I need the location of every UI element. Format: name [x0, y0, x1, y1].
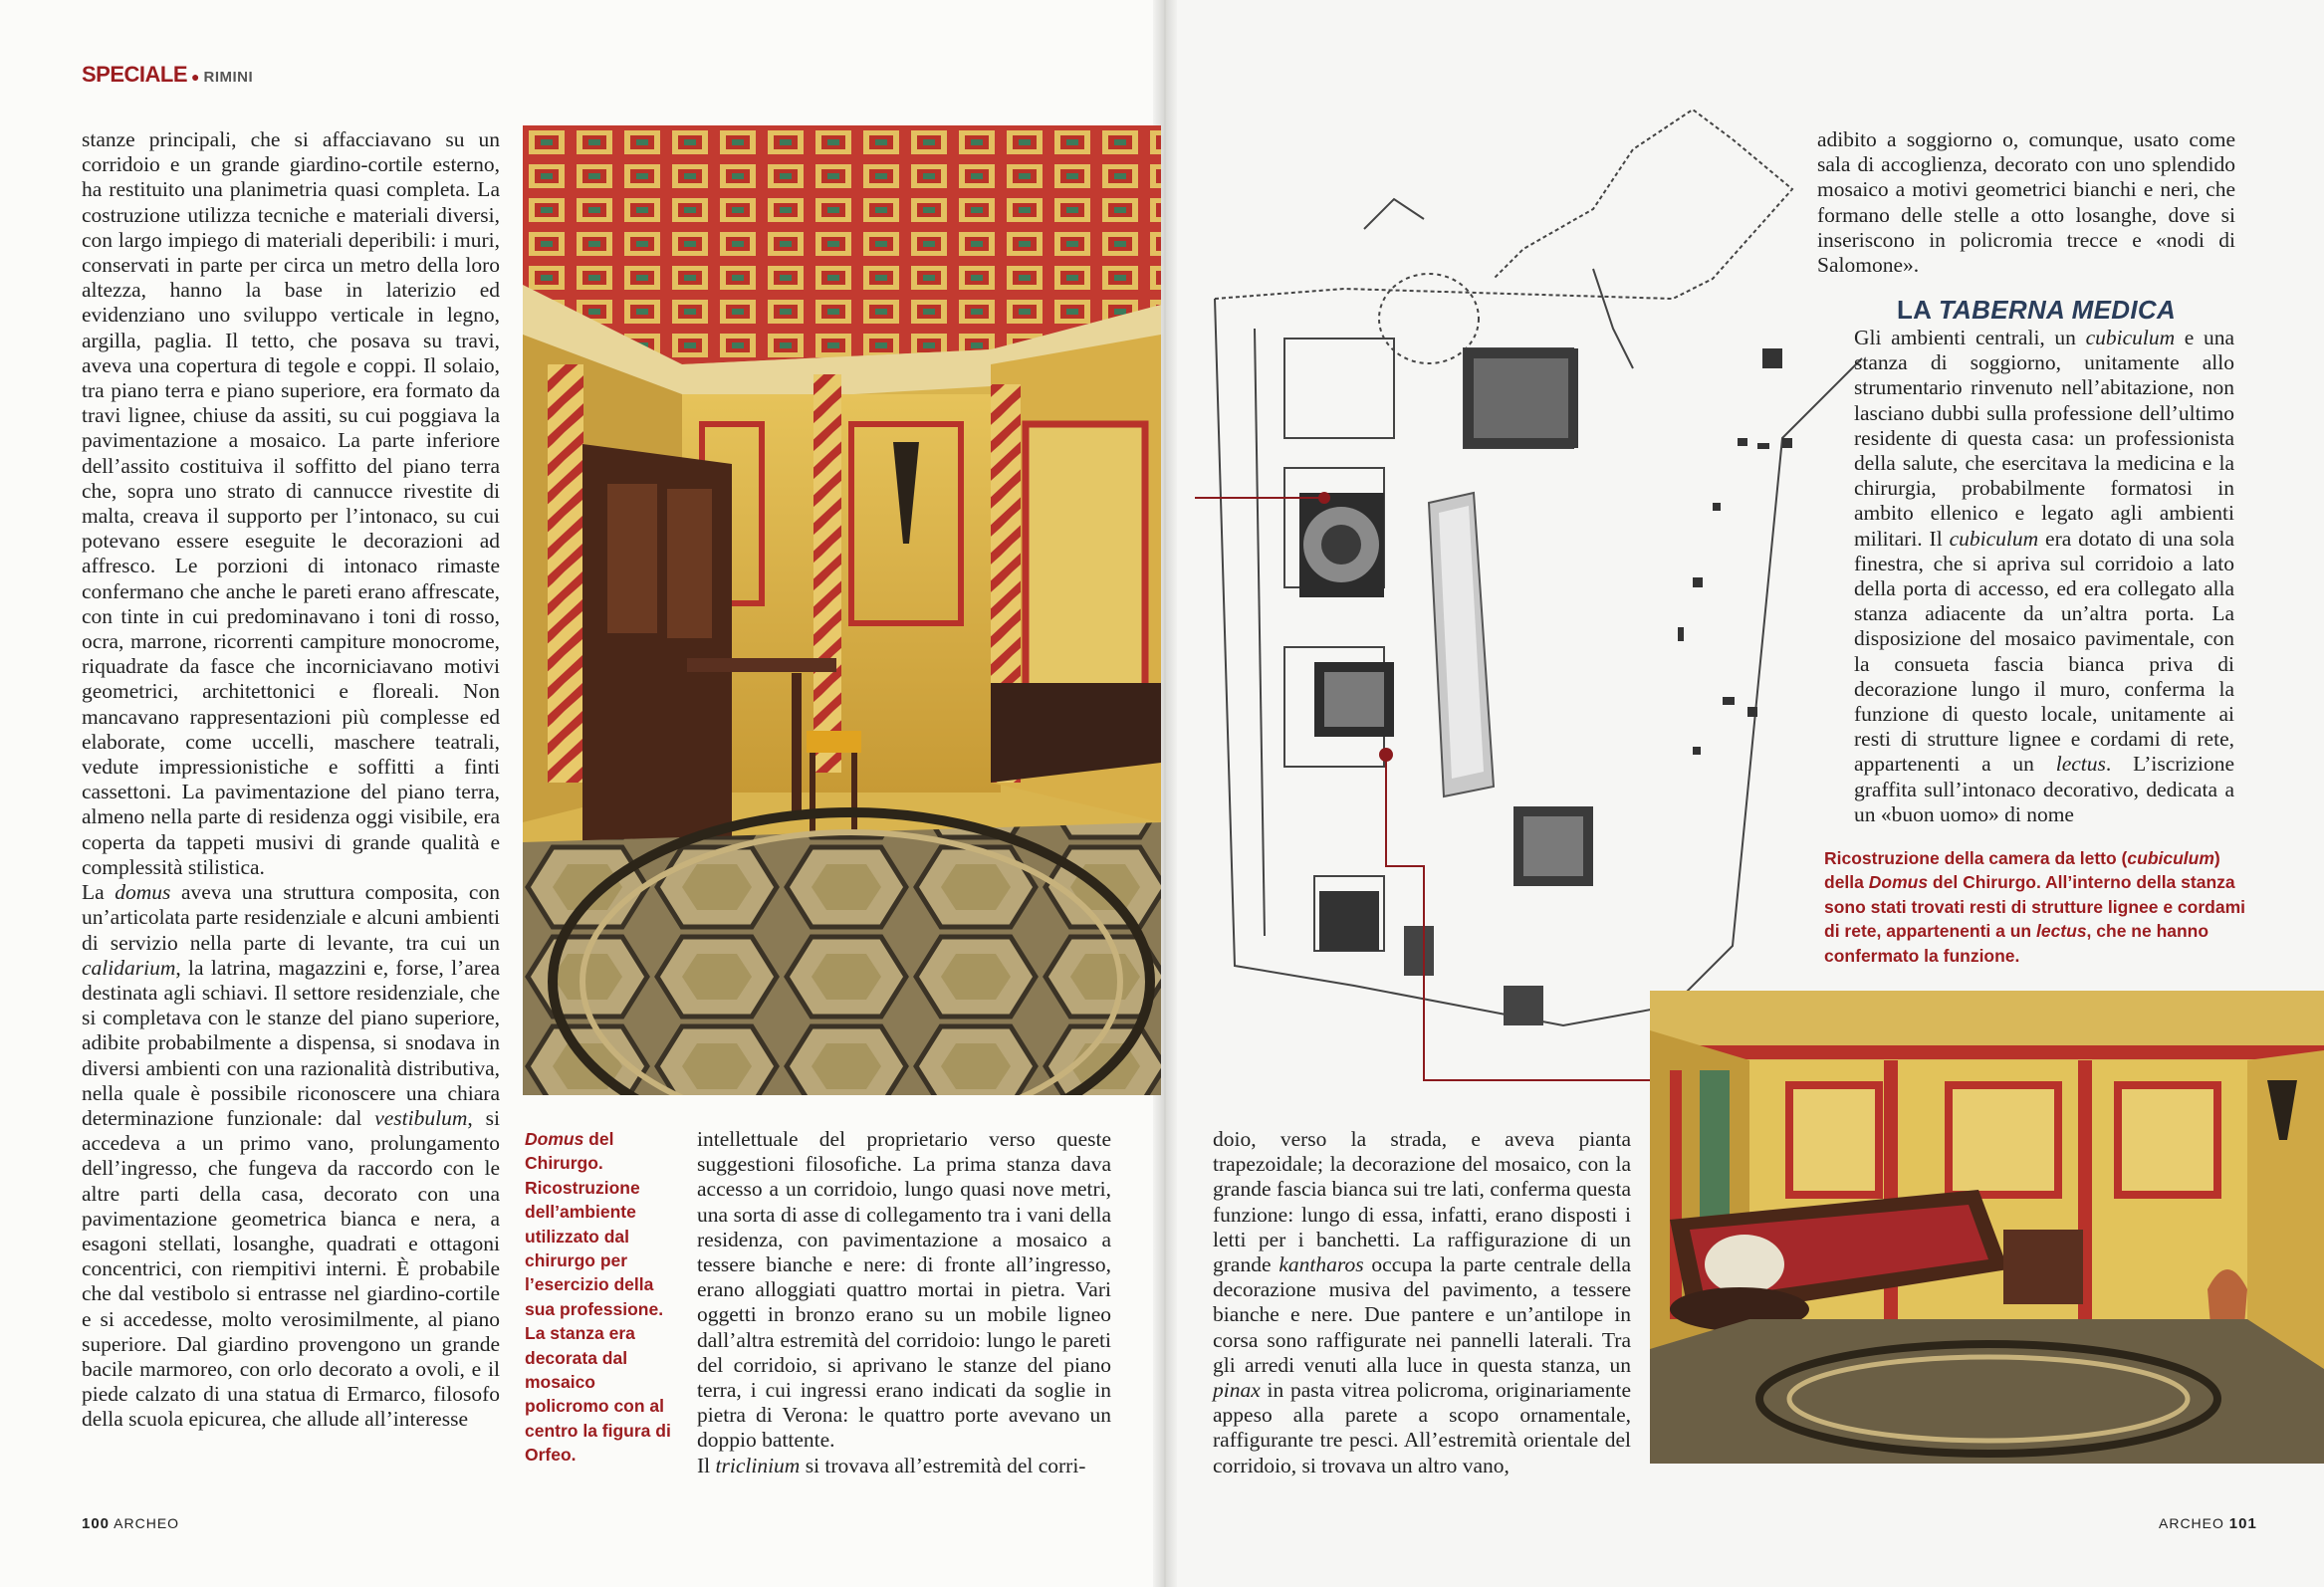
folio-right: [2159, 1515, 2257, 1532]
text-run: era dotato di una sola finestra, che si apriva sul corridoio a lato della porta di accesso, ed era collegato alla stanza adiacente da un’altra porta. La disposizione del mosaico pavimentale, con la consueta fascia bianca priva di decorazione lungo il muro, conferma la funzione di questo locale, unitamente ai resti di strutture lignee e cordami di rete, appartenenti a un: [1854, 526, 2234, 777]
caption-text: lectus: [2035, 921, 2087, 942]
text-run: domus: [115, 880, 171, 905]
paragraph: adibito a soggiorno o, comunque, usato come sala di accoglienza, decorato con uno splendido mosaico a motivi geometrici bianchi e neri, che formano delle stelle a otto losanghe, dove si inseriscono in policromia trecce e «nodi di Salomone».: [1817, 127, 2235, 278]
caption-text: , che ne hanno confermato la funzione.: [1824, 921, 2209, 966]
text-run: doio, verso la strada, e aveva pianta trapezoidale; la decorazione del mosaico, con la grande fascia bianca sui tre lati, conferma questa funzione: lungo di essa, infatti, erano disposti i letti per i banchetti. La raffigurazione di un grande: [1213, 1127, 1631, 1277]
text-run: cubiculum: [2085, 326, 2176, 349]
text-run: kantharos: [1278, 1252, 1364, 1277]
caption-text: Ricostruzione della camera da letto (: [1824, 848, 2128, 868]
right-text-column: [1854, 326, 2234, 827]
page-number: 100: [82, 1515, 111, 1532]
text-run: occupa la parte centrale della decorazione musiva del pavimento, a tessere bianche e nere. Due pantere e un’antilope in corsa sono raffigurate nei pannelli laterali. Tra gli arredi venuti alla luce in questa stanza, un: [1213, 1252, 1631, 1377]
photo-caption-right: [1824, 846, 2252, 968]
text-run: aveva una struttura composita, con un’articolata parte residenziale e alcuni ambienti di servizio nella parte di levante, tra cui un: [82, 880, 500, 955]
text-run: Gli ambienti centrali, un: [1854, 326, 2086, 349]
right-bottom-text-column: [1213, 1127, 1631, 1478]
page-number: 101: [2228, 1515, 2257, 1532]
caption-text: cubiculum: [2127, 848, 2214, 868]
caption-text: Domus: [525, 1129, 584, 1149]
heading-text: TABERNA MEDICA: [1938, 295, 2177, 325]
section-title: SPECIALE: [82, 62, 188, 87]
text-run: Il: [697, 1453, 716, 1477]
text-run: triclinium: [715, 1453, 801, 1477]
caption-text: ) della: [1824, 848, 2220, 893]
paragraph: [1213, 1127, 1631, 1478]
text-run: . L’iscrizione graffita sull’intonaco decorativo, dedicata a un «buon uomo» di nome: [1854, 752, 2234, 826]
bullet-icon: ●: [191, 69, 200, 85]
surgeon-room-photo: [523, 125, 1161, 1095]
text-run: si trovava all’estremità del corri-: [800, 1453, 1086, 1477]
paragraph: [1854, 326, 2234, 827]
section-header: [82, 62, 253, 88]
text-run: , la latrina, magazzini e, forse, l’area destinata agli schiavi. Il settore residenziale, che si completava con le stanze del piano superiore, adibite probabilmente a dispensa, si snodava in diversi ambienti con una razionalità distributiva, nella quale è possibile riconoscere una chiara determinazione funzionale: dal: [82, 955, 500, 1130]
photo-caption-left: [525, 1127, 684, 1468]
magazine-name: ARCHEO: [114, 1515, 180, 1531]
cubiculum-illustration: [1650, 991, 2324, 1464]
paragraph: [82, 880, 500, 1432]
paragraph: [697, 1454, 1111, 1478]
domus-floor-plan: [1195, 110, 1892, 1105]
caption-text: Domus: [1868, 872, 1929, 893]
text-run: La: [82, 880, 116, 905]
left-text-column: [82, 127, 500, 1433]
text-run: in pasta vitrea policroma, originariamente appeso alla parete a scopo ornamentale, raffigurante tre pesci. All’estremità orientale del corridoio, si trovava un altro vano,: [1213, 1378, 1631, 1477]
middle-text-column: [697, 1127, 1111, 1478]
text-run: vestibulum: [374, 1105, 468, 1130]
text-run: , si accedeva a un primo vano, prolungamento dell’ingresso, che fungeva da raccordo con le altre parti della casa, decorato con una pavimentazione geometrica bianca e nera, a esagoni stellati, losanghe, quadrati e ottagoni concentrici, con riempitivi interni. È probabile che dal vestibolo si entrasse nel giardino-cortile e si accedesse, molto verosimilmente, al piano superiore. Dal giardino provengono un grande bacile marmoreo, con orlo decorato a ovoli, e il piede calzato di una statua di Ermarco, filosofo della scuola epicurea, che allude all’interesse: [82, 1105, 500, 1432]
text-run: pinax: [1213, 1378, 1261, 1403]
folio-left: [82, 1515, 179, 1532]
cubiculum-photo: [1650, 991, 2324, 1464]
text-run: lectus: [2055, 752, 2106, 777]
heading-text: LA: [1897, 295, 1939, 325]
section-heading: [1897, 295, 2176, 326]
right-top-text-column: [1817, 127, 2235, 278]
text-run: calidarium: [82, 955, 176, 980]
paragraph: stanze principali, che si affacciavano su un corridoio e un grande giardino-cortile esterno, ha restituito una planimetria quasi completa. La costruzione utilizza tecniche e materiali diversi, con largo impiego di materiali deperibili: i muri, conservati in parte per circa un metro della loro altezza, hanno la base in laterizio ed evidenziano uno sviluppo verticale in legno, argilla, paglia. Il tetto, che posava su travi, aveva una copertura di tegole e coppi. Il solaio, tra piano terra e piano superiore, era formato da travi lignee, chiuse da assiti, su cui poggiava la pavimentazione a mosaico. La parte inferiore dell’assito costituiva il soffitto del piano terra che, sopra uno strato di cannucce rivestite di malta, creava il supporto per l’intonaco, su cui potevano essere eseguite le decorazioni ad affresco. Le porzioni di intonaco rimaste confermano che anche le pareti erano affrescate, con tinte in cui predominavano i toni di rosso, ocra, marrone, ricorrenti campiture monocrome, riquadrate da fasce che incorniciavano motivi geometrici, architettonici e floreali. Non mancavano rappresentazioni più complesse ed elaborate, come uccelli, maschere teatrali, vedute impressionistiche e soffitti a finti cassettoni. La pavimentazione del piano terra, almeno nella parte di residenza oggi visibile, era coperta da tappeti musivi di grande qualità e complessità stilistica.: [82, 127, 500, 879]
caption-text: del Chirurgo. All’interno della stanza sono stati trovati resti di strutture lignee e cordami di rete, appartenenti a un: [1824, 872, 2246, 942]
surgeon-room-illustration: [523, 125, 1161, 1095]
caption-text: del Chirurgo. Ricostruzione dell’ambiente utilizzato dal chirurgo per l’esercizio della sua professione. La stanza era decorata dal mosaico policromo con al centro la figura di Orfeo.: [525, 1129, 671, 1466]
paragraph: intellettuale del proprietario verso queste suggestioni filosofiche. La prima stanza dava accesso a un corridoio, lungo quasi nove metri, una sorta di asse di collegamento tra i vani della residenza, con pavimentazione a mosaico a tessere bianche e nere: di fronte all’ingresso, erano alloggiati quattro mortai in pietra. Vari oggetti in bronzo erano su un mobile ligneo dall’altra estremità del corridoio: lungo le pareti del corridoio, si aprivano le stanze del piano terra, i cui ingressi erano indicati da soglie in pietra di Verona: le quattro porte avevano un doppio battente.: [697, 1127, 1111, 1453]
text-run: cubiculum: [1949, 526, 2039, 551]
section-subtitle: RIMINI: [203, 69, 254, 86]
text-run: e una stanza di soggiorno, unitamente allo strumentario rinvenuto nell’abitazione, non lasciano dubbi sulla professione dell’ultimo residente di questa casa: un professionista della salute, che esercitava la medicina e la chirurgia, probabilmente formatosi in ambito ellenico e legato agli ambienti militari. Il: [1854, 326, 2234, 551]
magazine-name: ARCHEO: [2159, 1515, 2224, 1531]
